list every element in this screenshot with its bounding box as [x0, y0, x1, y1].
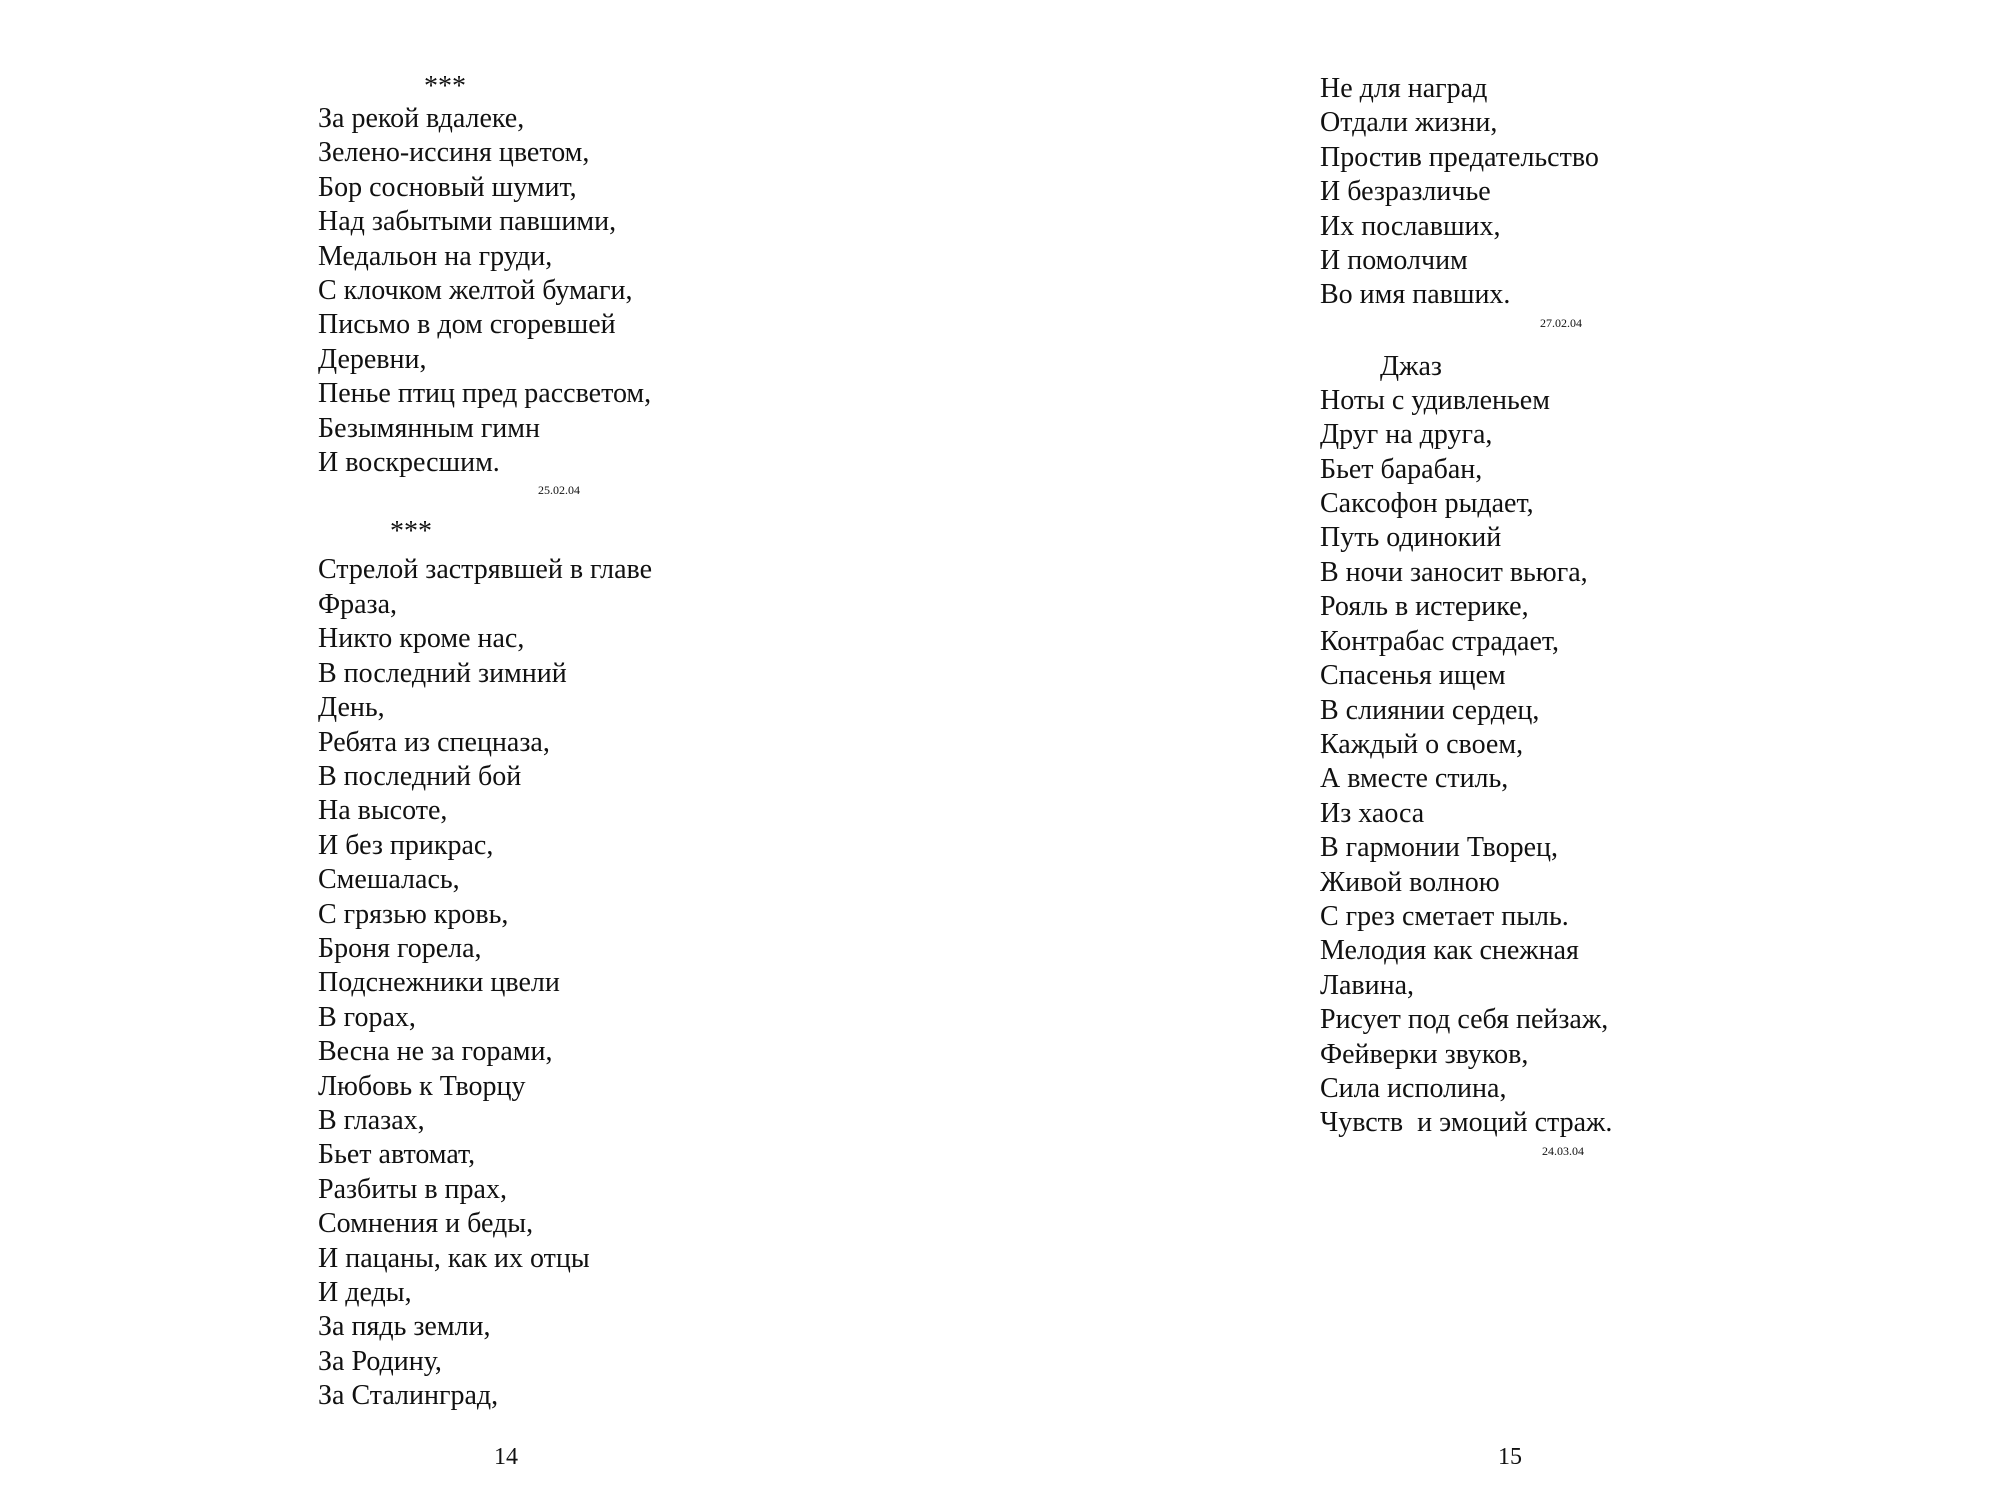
poem-line: Их пославших, — [1320, 210, 1501, 242]
poem-line: Подснежники цвели — [318, 967, 560, 999]
poem-line: А вместе стиль, — [1320, 763, 1509, 795]
poem-line: Сомнения и беды, — [318, 1208, 534, 1240]
poem-line: Бьет автомат, — [318, 1139, 476, 1171]
poem-line: Отдали жизни, — [1320, 107, 1498, 139]
poem-line: Безымянным гимн — [318, 412, 540, 444]
poem-line: В слиянии сердец, — [1320, 694, 1540, 726]
poem-line: И помолчим — [1320, 245, 1468, 277]
poem-line: Сила исполина, — [1320, 1072, 1507, 1104]
poem-line: Ребята из спецназа, — [318, 726, 550, 758]
poem-2-marker: *** — [390, 516, 432, 548]
poem-line: Друг на друга, — [1320, 419, 1493, 451]
poem-line: В последний бой — [318, 760, 522, 792]
left-page-text — [318, 72, 652, 1414]
poem-line: Фейверки звуков, — [1320, 1038, 1529, 1070]
poem-line: В ночи заносит вьюга, — [1320, 556, 1588, 588]
right-page — [1000, 0, 2000, 1498]
poem-line: В последний зимний — [318, 657, 567, 689]
poem-line: И пацаны, как их отцы — [318, 1242, 590, 1274]
poem-line: За Сталинград, — [318, 1380, 499, 1412]
poem-line: Спасенья ищем — [1320, 660, 1506, 692]
poem-line: Разбиты в прах, — [318, 1173, 507, 1205]
poem-line: Фраза, — [318, 588, 398, 620]
poem-line: Не для наград — [1320, 73, 1488, 104]
poem-line: Зелено-иссиня цветом, — [318, 137, 590, 169]
page-number: 15 — [1498, 1444, 1522, 1470]
poem-line: На высоте, — [318, 795, 448, 827]
poem-line: И безразличье — [1320, 176, 1491, 208]
poem-line: Мелодия как снежная — [1320, 935, 1579, 967]
poem-2-date: 27.02.04 — [1540, 315, 1582, 330]
poem-line: Контрабас страдает, — [1320, 625, 1560, 657]
poem-3-lines — [1320, 384, 1612, 1141]
poem-line: День, — [318, 692, 385, 724]
poem-line: Любовь к Творцу — [318, 1070, 526, 1102]
poem-line: Во имя павших. — [1320, 279, 1511, 311]
poem-line: Броня горела, — [318, 932, 482, 964]
poem-line: Простив предательство — [1320, 141, 1599, 173]
poem-line: Письмо в дом сгоревшей — [318, 309, 616, 341]
page-number: 14 — [494, 1444, 518, 1470]
poem-line: С грез сметает пыль. — [1320, 900, 1569, 932]
poem-1-lines — [318, 102, 652, 480]
poem-3-date: 24.03.04 — [1542, 1143, 1584, 1158]
poem-line: Весна не за горами, — [318, 1036, 553, 1068]
poem-2-continued-lines — [1320, 72, 1612, 313]
poem-line: Рисует под себя пейзаж, — [1320, 1004, 1609, 1036]
poem-line: Пенье птиц пред рассветом, — [318, 378, 652, 410]
poem-line: И без прикрас, — [318, 829, 494, 861]
poem-line: Никто кроме нас, — [318, 623, 525, 655]
poem-line: Каждый о своем, — [1320, 728, 1524, 760]
poem-line: С грязью кровь, — [318, 898, 509, 930]
poem-line: Лавина, — [1320, 969, 1415, 1001]
poem-line: Стрелой застрявшей в главе — [318, 554, 653, 586]
poem-line: Ноты с удивленьем — [1320, 384, 1550, 416]
poem-line: И воскресшим. — [318, 447, 500, 479]
poem-line: В глазах, — [318, 1104, 425, 1136]
poem-line: Рояль в истерике, — [1320, 591, 1529, 623]
poem-line: Бор сосновый шумит, — [318, 171, 577, 203]
poem-3-title: Джаз — [1380, 350, 1442, 382]
poem-line: В гармонии Творец, — [1320, 832, 1558, 864]
poem-1-marker: *** — [424, 71, 466, 102]
poem-line: Медальон на груди, — [318, 240, 553, 272]
poem-line: Деревни, — [318, 343, 427, 375]
poem-line: Саксофон рыдает, — [1320, 488, 1534, 520]
poem-line: И деды, — [318, 1277, 412, 1308]
poem-line: Чувств и эмоций страж. — [1320, 1107, 1613, 1139]
poem-line: В горах, — [318, 1001, 416, 1033]
poem-1-date: 25.02.04 — [538, 483, 580, 498]
poem-line: За Родину, — [318, 1345, 442, 1377]
poem-line: Бьет барабан, — [1320, 453, 1483, 485]
poem-line: С клочком желтой бумаги, — [318, 275, 633, 307]
poem-2-lines — [318, 553, 652, 1413]
poem-line: Живой волною — [1320, 866, 1500, 898]
poem-line: Из хаоса — [1320, 797, 1425, 829]
poem-line: Над забытыми павшими, — [318, 206, 617, 238]
poem-line: Смешалась, — [318, 864, 460, 896]
poem-line: За рекой вдалеке, — [318, 103, 525, 134]
poem-line: За пядь земли, — [318, 1311, 491, 1343]
poem-line: Путь одинокий — [1320, 522, 1502, 554]
right-page-text — [1320, 72, 1612, 1178]
